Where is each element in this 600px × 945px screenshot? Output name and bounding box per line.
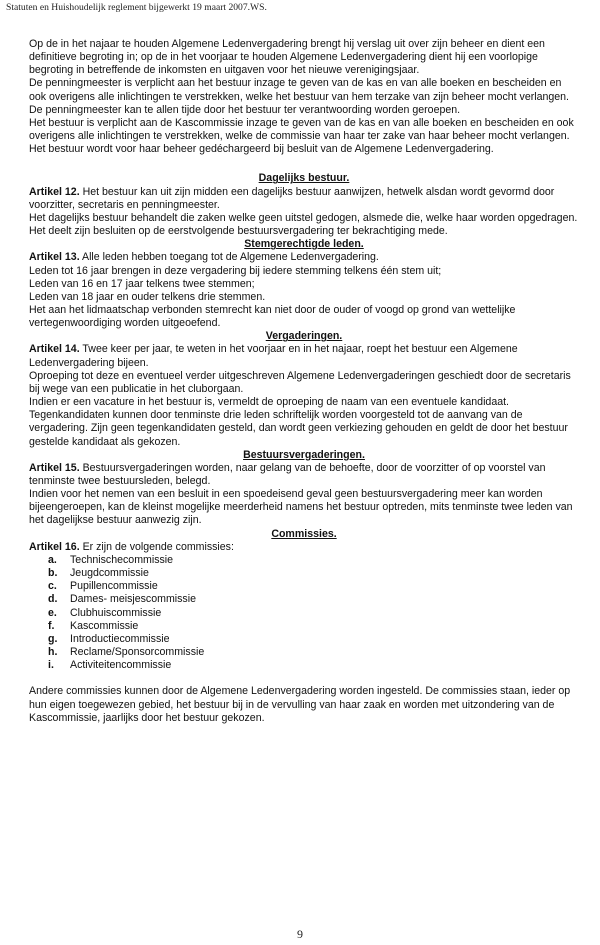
list-item — [48, 567, 579, 580]
article-label: Artikel 16. — [29, 540, 80, 553]
article-13-line: Leden tot 16 jaar brengen in deze vergadering bij iedere stemming telkens één stem uit; — [29, 264, 442, 277]
article-16 — [29, 541, 579, 554]
article-13 — [29, 251, 579, 264]
article-12-paragraph: Het dagelijks bestuur behandelt die zaken welke geen uitstel gedogen, alsmede die, welke haar worden opgedragen. Het deelt zijn besluiten op de eerstvolgende bestuursvergadering ter bekrachtiging mede. — [29, 211, 578, 238]
list-letter: b. — [48, 567, 58, 580]
list-text: Jeugdcommissie — [70, 567, 149, 580]
article-text: Alle leden hebben toegang tot de Algemene Ledenvergadering. — [79, 251, 379, 264]
article-15-line: Indien voor het nemen van een besluit in een spoedeisend geval geen bestuursvergadering meer kan worden bijeengeroepen, kan de kleinst mogelijke meerderheid namens het bestuur optreden, mits tenminste twee leden van het dagelijkse bestuur aanwezig zijn. — [29, 488, 573, 527]
article-text: Bestuursvergaderingen worden, naar gelang van de behoefte, door de voorzitter of op voorstel van tenminste twee bestuursleden, belegd. — [29, 461, 546, 487]
list-item — [48, 554, 579, 567]
list-item — [48, 593, 579, 606]
intro-paragraph: Het bestuur wordt voor haar beheer gedéchargeerd bij besluit van de Algemene Ledenvergadering. — [29, 143, 494, 156]
section-heading-bestuursvergaderingen: Bestuursvergaderingen. — [243, 448, 365, 461]
list-letter: c. — [48, 580, 57, 593]
list-item — [48, 607, 579, 620]
running-head: Statuten en Huishoudelijk reglement bijgewerkt 19 maart 2007.WS. — [6, 2, 267, 13]
list-letter: d. — [48, 593, 58, 606]
article-13-line: Leden van 16 en 17 jaar telkens twee stemmen; — [29, 277, 255, 290]
article-label: Artikel 14. — [29, 343, 80, 356]
section-heading-dagelijks-bestuur: Dagelijks bestuur. — [258, 172, 350, 185]
article-15 — [29, 462, 579, 488]
article-label: Artikel 13. — [29, 251, 80, 264]
list-item — [48, 633, 579, 646]
list-letter: i. — [48, 659, 54, 672]
intro-paragraph: Het bestuur is verplicht aan de Kascommissie inzage te geven van de kas en van alle boeken en bescheiden en ook overigens alle inlichtingen te verstrekken, welke de commissie van haar ter zake van haar beheer mocht verlangen. — [29, 116, 574, 143]
list-item — [48, 659, 579, 672]
section-heading-commissies: Commissies. — [271, 527, 337, 540]
commissions-list — [29, 554, 579, 672]
closing-paragraph: Andere commissies kunnen door de Algemene Ledenvergadering worden ingesteld. De commissies staan, ieder op hun eigen toegewezen gebied, het bestuur bij in de vervulling van haar zaak en worden met uitzondering van de Kascommissie, jaarlijks door het bestuur gekozen. — [29, 685, 571, 724]
list-letter: h. — [48, 646, 58, 659]
list-item — [48, 646, 579, 659]
article-text: Het bestuur kan uit zijn midden een dagelijks bestuur aanwijzen, hetwelk alsdan wordt gevormd door voorzitter, secretaris en penningmeester. — [29, 185, 555, 211]
article-14-line: Oproeping tot deze en eventueel verder uitgeschreven Algemene Ledenvergaderingen geschiedt door de secretaris bij wege van een publicatie in het cluborgaan. — [29, 369, 571, 395]
article-13-line: Leden van 18 jaar en ouder telkens drie stemmen. — [29, 290, 266, 303]
article-label: Artikel 15. — [29, 461, 80, 474]
document-body — [29, 38, 579, 725]
article-text: Twee keer per jaar, te weten in het voorjaar en in het najaar, roept het bestuur een Algemene Ledenvergadering bijeen. — [29, 343, 518, 369]
article-12 — [29, 186, 579, 212]
list-text: Pupillencommissie — [70, 580, 158, 593]
list-letter: g. — [48, 632, 58, 645]
list-letter: a. — [48, 553, 57, 566]
intro-paragraph: Op de in het najaar te houden Algemene Ledenvergadering brengt hij verslag uit over zijn beheer en dient een definitieve begroting in; op de in het voorjaar te houden Algemene Ledenvergadering dient hij een voorlopige begroting in betreffende de inkomsten en uitgaven voor het nieuwe verenigingsjaar. — [29, 38, 545, 77]
article-14-line: Indien er een vacature in het bestuur is, vermeldt de oproeping de naam van een eventuele kandidaat. Tegenkandidaten kunnen door tenminste drie leden schriftelijk worden voorgesteld tot de aanvang van de vergadering. Zijn geen tegenkandidaten gesteld, dan wordt geen verkiezing gehouden en geldt de door het bestuur gestelde kandidaat als gekozen. — [29, 396, 568, 448]
list-text: Activiteitencommissie — [70, 659, 172, 672]
section-heading-vergaderingen: Vergaderingen. — [265, 330, 343, 343]
list-text: Technischecommissie — [70, 553, 174, 566]
list-letter: e. — [48, 606, 57, 619]
article-label: Artikel 12. — [29, 185, 80, 198]
list-letter: f. — [48, 619, 55, 632]
article-text: Er zijn de volgende commissies: — [79, 540, 234, 553]
list-text: Reclame/Sponsorcommissie — [70, 646, 205, 659]
article-14 — [29, 343, 579, 369]
list-item — [48, 620, 579, 633]
section-heading-stemgerechtigde-leden: Stemgerechtigde leden. — [244, 238, 364, 251]
list-item — [48, 580, 579, 593]
list-text: Kascommissie — [70, 619, 139, 632]
list-text: Clubhuiscommissie — [70, 606, 162, 619]
article-13-line: Het aan het lidmaatschap verbonden stemrecht kan niet door de ouder of voogd op grond van wettelijke vertegenwoordiging worden uitgeoefend. — [29, 303, 516, 330]
page-number: 9 — [297, 927, 303, 941]
list-text: Dames- meisjescommissie — [70, 593, 196, 606]
intro-paragraph: De penningmeester is verplicht aan het bestuur inzage te geven van de kas en van alle boeken en bescheiden en ook overigens alle inlichtingen te verstrekken, welke het bestuur van hem terzake van zijn beheer mocht verlangen. De penningmeester kan te allen tijde door het bestuur ter verantwoording worden geroepen. — [29, 77, 569, 116]
list-text: Introductiecommissie — [70, 632, 170, 645]
